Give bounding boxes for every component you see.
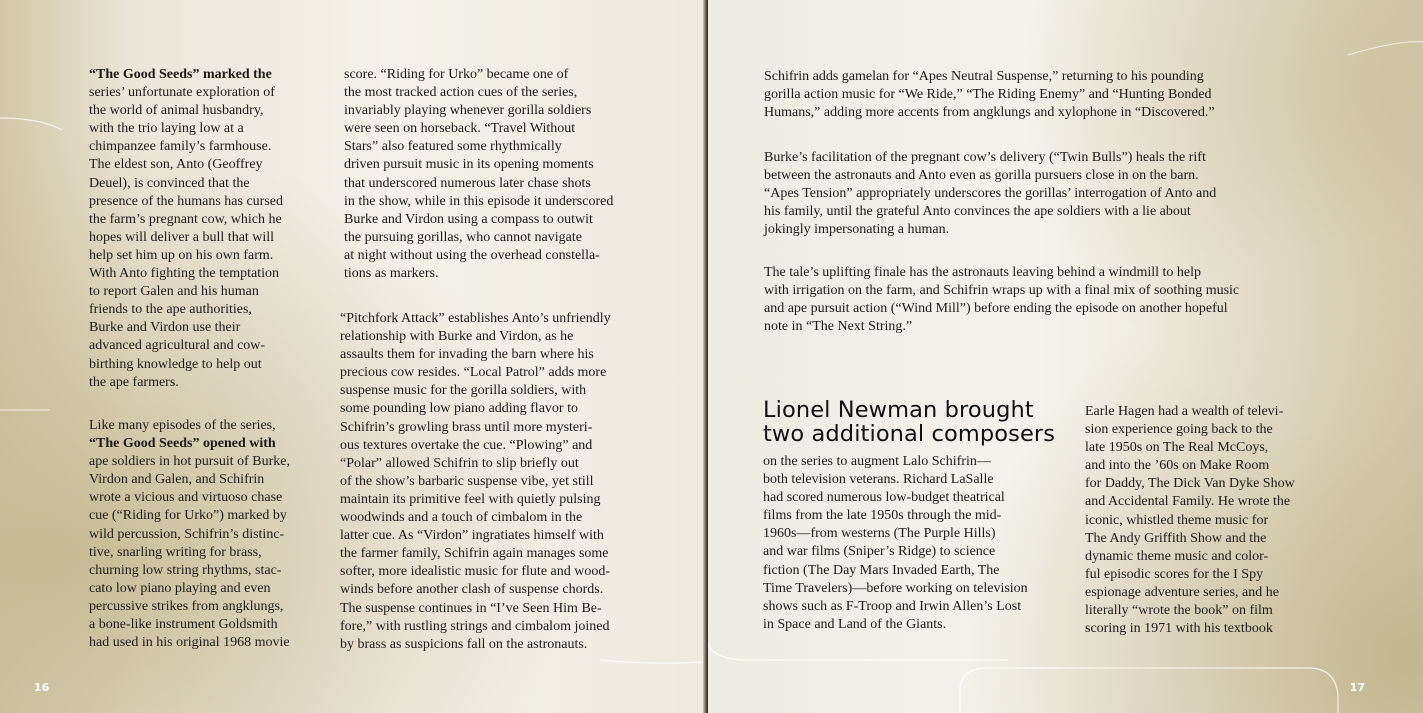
text-line: wrote a vicious and virtuoso chase — [89, 490, 283, 506]
text-line: With Anto fighting the temptation — [89, 266, 279, 282]
text-line: Burke and Virdon use their — [89, 320, 241, 336]
text-line: for Daddy, The Dick Van Dyke Show — [1085, 476, 1295, 492]
text-line: the most tracked action cues of the series, — [344, 85, 578, 101]
text-line: presence of the humans has cursed — [89, 193, 283, 209]
text-line: some pounding low piano adding flavor to — [340, 401, 578, 417]
text-line: softer, more idealistic music for flute and wood- — [340, 564, 611, 580]
text-line: cato low piano playing and even — [89, 580, 271, 596]
column-1-paragraph-1 — [89, 66, 283, 392]
text-line: dynamic theme music and color- — [1085, 548, 1269, 564]
text-line: with irrigation on the farm, and Schifrin wraps up with a final mix of soothing music — [764, 283, 1240, 299]
text-line: note in “The Next String.” — [764, 319, 913, 335]
text-line: The Andy Griffith Show and the — [1085, 530, 1267, 546]
text-line: the ape farmers. — [89, 374, 179, 390]
text-line: in the show, while in this episode it underscored — [344, 193, 614, 209]
text-line: fiction (The Day Mars Invaded Earth, The — [763, 562, 1000, 578]
text-line: Burke and Virdon using a compass to outwit — [344, 211, 593, 227]
text-line: Schifrin adds gamelan for “Apes Neutral Suspense,” returning to his pounding — [764, 69, 1204, 84]
text-line: Earle Hagen had a wealth of televi- — [1085, 404, 1284, 419]
text-line: Burke’s facilitation of the pregnant cow’s delivery (“Twin Bulls”) heals the rift — [764, 150, 1206, 165]
episode-title: “The Good Seeds” opened with — [89, 436, 276, 452]
text-line: The eldest son, Anto (Geoffrey — [89, 157, 263, 173]
text-line — [89, 66, 283, 84]
text-line: help set him up on his own farm. — [89, 247, 274, 263]
text-line: suspense music for the gorilla soldiers, with — [340, 383, 587, 399]
text-line: invariably playing whenever gorilla soldiers — [344, 103, 592, 119]
text-line: winds before another clash of suspense chords. — [340, 582, 604, 598]
text-line: Deuel), is convinced that the — [89, 175, 250, 191]
episode-title: “The Good Seeds” marked the — [89, 67, 272, 82]
text-line: espionage adventure series, and he — [1085, 584, 1279, 600]
newman-paragraph — [763, 453, 1028, 634]
text-line: iconic, whistled theme music for — [1085, 512, 1269, 528]
heading-line: Lionel Newman brought — [763, 397, 1034, 423]
text-line: a bone-like instrument Goldsmith — [89, 617, 278, 633]
text-line: both television veterans. Richard LaSalle — [763, 472, 994, 488]
text-line: latter cue. As “Virdon” ingratiates himself with — [340, 528, 604, 544]
text-line: literally “wrote the book” on film — [1085, 603, 1273, 619]
text-line: chimpanzee family’s farmhouse. — [89, 139, 272, 155]
section-heading — [763, 398, 1055, 446]
paragraph-3 — [764, 264, 1239, 336]
text-line — [89, 435, 290, 453]
text-line: Humans,” adding more accents from angklungs and xylophone in “Discovered.” — [764, 105, 1215, 121]
text-line: by brass as suspicions fall on the astronauts. — [340, 636, 588, 652]
text-line: gorilla action music for “We Ride,” “The Riding Enemy” and “Hunting Bonded — [764, 87, 1212, 103]
text-line: hopes will deliver a bull that will — [89, 229, 275, 245]
text-line: churning low string rhythms, stac- — [89, 562, 282, 578]
column-1-paragraph-2 — [89, 417, 290, 652]
text-line: and ape pursuit action (“Wind Mill”) before ending the episode on another hopeful — [764, 301, 1228, 317]
text-line: late 1950s on The Real McCoys, — [1085, 440, 1269, 456]
text-line: driven pursuit music in its opening moments — [344, 157, 594, 173]
text-line: ful episodic scores for the I Spy — [1085, 566, 1264, 582]
text-line: scoring in 1971 with his textbook — [1085, 621, 1273, 637]
text-line: in Space and Land of the Giants. — [763, 616, 947, 632]
text-line: to report Galen and his human — [89, 284, 259, 300]
column-2-paragraph-2 — [340, 310, 611, 654]
text-line: friends to the ape authorities, — [89, 302, 252, 318]
text-line: relationship with Burke and Virdon, as he — [340, 329, 574, 345]
text-line: the farm’s pregnant cow, which he — [89, 211, 282, 227]
text-line: Time Travelers)—before working on television — [763, 580, 1028, 596]
text-line: “Pitchfork Attack” establishes Anto’s unfriendly — [340, 311, 611, 326]
text-line: Like many episodes of the series, — [89, 418, 276, 433]
text-line: woodwinds and a touch of cimbalom in the — [340, 510, 583, 526]
text-line: on the series to augment Lalo Schifrin— — [763, 454, 991, 469]
text-line: had used in his original 1968 movie — [89, 635, 290, 651]
text-line: “Polar” allowed Schifrin to slip briefly out — [340, 455, 579, 471]
text-line: Virdon and Galen, and Schifrin — [89, 472, 265, 488]
text-line: score. “Riding for Urko” became one of — [344, 67, 569, 82]
text-line: jokingly impersonating a human. — [764, 222, 950, 238]
text-line: with the trio laying low at a — [89, 121, 244, 137]
text-line: maintain its primitive feel with quietly pulsing — [340, 491, 601, 507]
text-line: that underscored numerous later chase shots — [344, 175, 591, 191]
text-line: ape soldiers in hot pursuit of Burke, — [89, 454, 291, 470]
paragraph-2 — [764, 149, 1216, 239]
text-line: The tale’s uplifting finale has the astronauts leaving behind a windmill to help — [764, 265, 1202, 280]
text-line: advanced agricultural and cow- — [89, 338, 266, 354]
text-line: percussive strikes from angklungs, — [89, 598, 284, 614]
text-line: tive, snarling writing for brass, — [89, 544, 262, 560]
column-2-paragraph-1 — [344, 66, 613, 283]
text-line: ous textures overtake the cue. “Plowing” and — [340, 437, 593, 453]
text-line: Stars” also featured some rhythmically — [344, 139, 562, 155]
text-line: and into the ’60s on Make Room — [1085, 458, 1270, 474]
text-line: shows such as F-Troop and Irwin Allen’s Lost — [763, 598, 1022, 614]
text-line: “Apes Tension” appropriately underscores the gorillas’ interrogation of Anto and — [764, 186, 1217, 202]
left-page — [0, 0, 706, 713]
text-line: sion experience going back to the — [1085, 422, 1273, 438]
text-line: between the astronauts and Anto even as gorilla pursuers close in on the barn. — [764, 168, 1199, 184]
text-line: cue (“Riding for Urko”) marked by — [89, 508, 287, 524]
text-line: had scored numerous low-budget theatrical — [763, 490, 1005, 506]
text-line: tions as markers. — [344, 266, 439, 282]
text-line: the pursuing gorillas, who cannot navigate — [344, 229, 582, 245]
page-number: 16 — [34, 681, 50, 694]
text-line: precious cow resides. “Local Patrol” adds more — [340, 365, 607, 381]
text-line: his family, until the grateful Anto convinces the ape soldiers with a lie about — [764, 204, 1191, 220]
text-line: the world of animal husbandry, — [89, 103, 264, 119]
text-line: The suspense continues in “I’ve Seen Him Be- — [340, 600, 602, 616]
text-line: series’ unfortunate exploration of — [89, 85, 275, 101]
text-line: assaults them for invading the barn where his — [340, 347, 594, 363]
text-line: and war films (Sniper’s Ridge) to science — [763, 544, 996, 560]
text-line: and Accidental Family. He wrote the — [1085, 494, 1291, 510]
text-line: the farmer family, Schifrin again manages some — [340, 546, 609, 562]
right-page — [708, 0, 1423, 713]
text-line: films from the late 1950s through the mid- — [763, 508, 1002, 524]
paragraph-1 — [764, 68, 1215, 122]
text-line: wild percussion, Schifrin’s distinc- — [89, 526, 285, 542]
text-line: birthing knowledge to help out — [89, 356, 262, 372]
text-line: Schifrin’s growling brass until more mysteri- — [340, 419, 593, 435]
text-line: at night without using the overhead constella- — [344, 247, 600, 263]
heading-line: two additional composers — [763, 421, 1056, 447]
page-number: 17 — [1349, 681, 1365, 694]
text-line: 1960s—from westerns (The Purple Hills) — [763, 526, 996, 542]
text-line: fore,” with rustling strings and cimbalom joined — [340, 618, 610, 634]
hagen-paragraph — [1085, 403, 1295, 638]
text-line: of the show’s barbaric suspense vibe, yet still — [340, 473, 594, 489]
text-line: were seen on horseback. “Travel Without — [344, 121, 576, 137]
